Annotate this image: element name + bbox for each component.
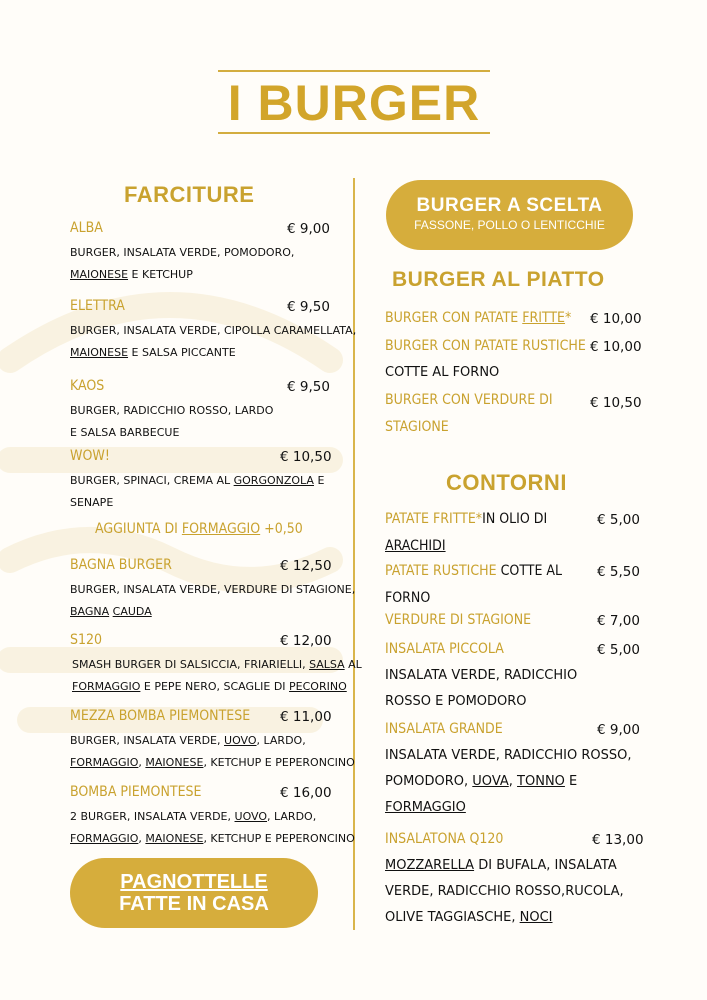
contorno-price: € 13,00 — [592, 832, 644, 848]
description-line — [385, 905, 624, 931]
description-text: INSALATA — [554, 858, 617, 873]
description-text: , — [511, 910, 520, 925]
underlined-word: UOVO — [234, 810, 268, 823]
underlined-word: TONNO — [517, 774, 565, 789]
description-line — [70, 320, 356, 342]
description-text: , — [508, 774, 518, 789]
menu-item-description — [70, 242, 294, 286]
description-line — [70, 492, 324, 514]
underlined-word: UOVA — [472, 774, 509, 789]
underlined-word: FORMAGGIO — [385, 800, 466, 815]
description-text: BURGER, SPINACI, CREMA AL — [70, 474, 234, 487]
menu-item-description — [70, 320, 356, 364]
menu-item-description — [70, 400, 273, 444]
underlined-word: MAIONESE — [70, 346, 129, 359]
contorno-name-rest: COTTE AL — [496, 563, 563, 579]
burger-a-scelta-title: BURGER A SCELTA — [416, 195, 603, 216]
description-text: 2 BURGER, INSALATA VERDE, — [70, 810, 235, 823]
menu-item-description — [70, 730, 355, 774]
description-text: E KETCHUP — [128, 268, 193, 281]
underlined-word: PECORINO — [289, 680, 347, 693]
menu-item-name: S120 — [70, 632, 103, 648]
description-text: BURGER, INSALATA VERDE, CIPOLLA CARAMELLATA, — [70, 324, 357, 337]
description-text: RADICCHIO — [503, 748, 578, 763]
description-text: E PEPE NERO, SCAGLIE DI — [140, 680, 290, 693]
contorno-description — [385, 663, 577, 715]
piatto-item-name-line2: STAGIONE — [385, 419, 449, 435]
pagnottelle-line2: FATTE IN CASA — [119, 893, 269, 915]
underlined-word: BAGNA — [70, 605, 110, 618]
description-text: BUFALA — [496, 858, 547, 873]
menu-item-price: € 12,50 — [280, 558, 332, 574]
description-line — [385, 795, 632, 821]
section-title-burger-al-piatto: BURGER AL PIATTO — [392, 268, 605, 291]
description-line — [70, 828, 355, 850]
description-line — [72, 676, 362, 698]
menu-item-name: ALBA — [70, 220, 103, 236]
piatto-name-star: * — [565, 310, 572, 326]
description-line — [385, 743, 632, 769]
description-text: VERDE — [451, 748, 496, 763]
piatto-name-underlined: FRITTE — [522, 310, 566, 326]
underlined-word: NOCI — [519, 910, 553, 925]
title-bottom-rule — [218, 132, 490, 134]
contorno-name-gold: PATATE RUSTICHE — [385, 563, 497, 579]
piatto-item-price: € 10,00 — [590, 339, 642, 355]
section-title-contorni: CONTORNI — [446, 470, 567, 495]
description-text: BURGER, INSALATA VERDE, VERDURE DI STAGIONE, — [70, 583, 356, 596]
description-text: , LARDO, — [267, 810, 317, 823]
menu-item-description — [72, 654, 362, 698]
description-text: BURGER, INSALATA VERDE, POMODORO, — [70, 246, 295, 259]
description-text: RUCOLA — [565, 884, 620, 899]
contorno-price: € 5,50 — [597, 564, 640, 580]
contorno-name-line2: ARACHIDI — [385, 538, 446, 554]
description-text: , — [138, 756, 146, 769]
description-text: BURGER, INSALATA VERDE, — [70, 734, 225, 747]
description-line — [70, 470, 324, 492]
menu-item-price: € 10,50 — [280, 449, 332, 465]
description-text: INSALATA — [385, 668, 448, 683]
underlined-word: MAIONESE — [145, 832, 204, 845]
underlined-word: GORGONZOLA — [233, 474, 314, 487]
pagnottelle-badge — [70, 858, 318, 928]
description-line — [70, 601, 355, 623]
contorno-price: € 9,00 — [597, 722, 640, 738]
contorno-description — [385, 743, 632, 821]
menu-item-price: € 9,50 — [287, 299, 330, 315]
description-text: E — [435, 694, 444, 709]
piatto-item-name — [385, 310, 571, 326]
description-text: , LARDO, — [256, 734, 306, 747]
section-title-farciture: FARCITURE — [124, 182, 255, 207]
description-text: , — [546, 858, 555, 873]
menu-item-price: € 9,50 — [287, 379, 330, 395]
description-text: , — [627, 748, 632, 763]
description-text: RADICCHIO — [437, 884, 511, 899]
description-text: E — [313, 474, 325, 487]
description-text: , — [464, 774, 473, 789]
formaggio-addon — [95, 521, 303, 537]
description-line — [385, 663, 577, 689]
piatto-item-name: BURGER CON PATATE RUSTICHE — [385, 338, 586, 354]
page-title: I BURGER — [227, 75, 481, 131]
description-line — [385, 853, 624, 879]
contorno-name: INSALATA PICCOLA — [385, 641, 504, 657]
description-line — [70, 400, 273, 422]
description-text: , — [619, 884, 624, 899]
underlined-word: MAIONESE — [145, 756, 204, 769]
description-text: RADICCHIO — [503, 668, 578, 683]
title-top-rule — [218, 70, 490, 72]
menu-item-price: € 16,00 — [280, 785, 332, 801]
description-text: BURGER, RADICCHIO ROSSO, LARDO — [70, 404, 274, 417]
menu-item-description — [70, 470, 324, 514]
piatto-item-price: € 10,50 — [590, 395, 642, 411]
contorno-name — [385, 563, 562, 579]
piatto-item-price: € 10,00 — [590, 311, 642, 327]
piatto-item-note: COTTE AL FORNO — [385, 365, 500, 380]
description-text: INSALATA — [385, 748, 448, 763]
addon-prefix: AGGIUNTA DI — [95, 521, 182, 537]
contorno-description — [385, 853, 624, 931]
contorno-name-gold: PATATE FRITTE* — [385, 511, 483, 527]
burger-a-scelta-badge — [386, 180, 633, 250]
underlined-word: UOVO — [224, 734, 257, 747]
menu-item-price: € 11,00 — [280, 709, 332, 725]
description-text: SENAPE — [70, 496, 114, 509]
description-line — [70, 730, 355, 752]
contorno-name: VERDURE DI STAGIONE — [385, 612, 532, 628]
contorno-name-line2: FORNO — [385, 590, 431, 606]
burger-a-scelta-subtitle: FASSONE, POLLO O LENTICCHIE — [414, 218, 605, 232]
description-text: OLIVE — [385, 910, 424, 925]
description-text: , KETCHUP E PEPERONCINO — [203, 832, 355, 845]
description-line — [385, 689, 577, 715]
underlined-word: CAUDA — [112, 605, 152, 618]
description-text: POMODORO — [447, 694, 527, 709]
underlined-word: FORMAGGIO — [70, 832, 139, 845]
piatto-item-name: BURGER CON VERDURE DI — [385, 392, 553, 408]
contorno-name-rest: IN OLIO DI — [482, 511, 548, 527]
description-text: VERDE — [451, 668, 496, 683]
contorno-price: € 5,00 — [597, 642, 640, 658]
description-line — [385, 769, 632, 795]
menu-item-price: € 9,00 — [287, 221, 330, 237]
contorno-name — [385, 511, 547, 527]
addon-cheese: FORMAGGIO — [181, 521, 261, 537]
menu-item-description — [70, 806, 355, 850]
description-line — [70, 422, 273, 444]
underlined-word: FORMAGGIO — [72, 680, 141, 693]
description-text: E SALSA BARBECUE — [70, 426, 180, 439]
description-text: AL — [344, 658, 362, 671]
menu-item-name: KAOS — [70, 378, 105, 394]
description-line — [72, 654, 362, 676]
menu-item-name: BOMBA PIEMONTESE — [70, 784, 202, 800]
description-text: , KETCHUP E PEPERONCINO — [203, 756, 355, 769]
menu-item-description — [70, 579, 355, 623]
description-text: SMASH BURGER DI SALSICCIA, FRIARIELLI, — [72, 658, 310, 671]
description-line — [70, 342, 356, 364]
description-line — [70, 264, 294, 286]
description-text: , — [561, 884, 566, 899]
description-text: , — [495, 748, 504, 763]
underlined-word: MOZZARELLA — [385, 858, 475, 873]
piatto-name-text: BURGER CON PATATE — [385, 310, 523, 326]
underlined-word: FORMAGGIO — [70, 756, 139, 769]
contorno-name: INSALATONA Q120 — [385, 831, 504, 847]
description-text: E SALSA PICCANTE — [128, 346, 236, 359]
menu-item-name: MEZZA BOMBA PIEMONTESE — [70, 708, 251, 724]
contorno-name: INSALATA GRANDE — [385, 721, 503, 737]
description-text: E — [569, 774, 578, 789]
description-line — [385, 879, 624, 905]
description-text: POMODORO — [385, 774, 465, 789]
menu-item-name: BAGNA BURGER — [70, 557, 172, 573]
description-line — [70, 579, 355, 601]
addon-price: +0,50 — [260, 521, 303, 537]
description-text: , — [495, 668, 504, 683]
description-text: VERDE — [385, 884, 430, 899]
description-text: , — [138, 832, 146, 845]
menu-item-price: € 12,00 — [280, 633, 332, 649]
description-line — [70, 242, 294, 264]
contorno-price: € 5,00 — [597, 512, 640, 528]
page-title-block — [218, 70, 490, 134]
description-text: DI — [478, 858, 493, 873]
menu-item-name: ELETTRA — [70, 298, 125, 314]
menu-item-name: WOW! — [70, 448, 110, 464]
underlined-word: SALSA — [309, 658, 345, 671]
pagnottelle-line1: PAGNOTTELLE — [120, 871, 268, 893]
contorno-price: € 7,00 — [597, 613, 640, 629]
description-line — [70, 806, 355, 828]
description-text: ROSSO — [385, 694, 432, 709]
underlined-word: MAIONESE — [70, 268, 129, 281]
description-text: ROSSO — [515, 884, 562, 899]
description-text: ROSSO — [581, 748, 628, 763]
description-text: TAGGIASCHE — [427, 910, 512, 925]
description-text: , — [429, 884, 438, 899]
description-line — [70, 752, 355, 774]
